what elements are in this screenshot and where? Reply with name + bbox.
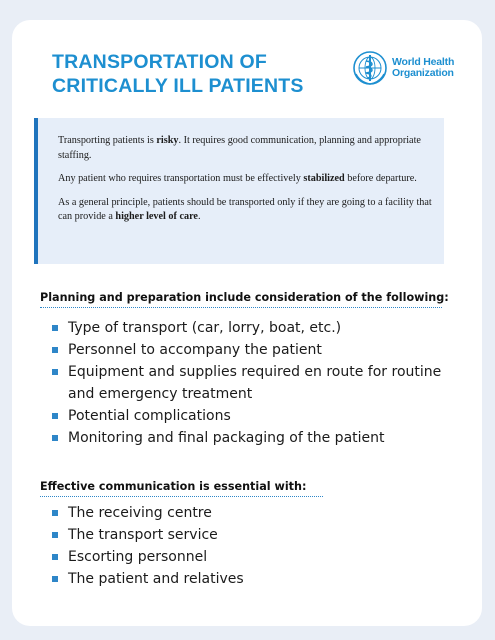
planning-heading: Planning and preparation include consideration of the following: (40, 291, 442, 308)
bullet-square-icon (52, 435, 58, 441)
list-item (50, 361, 442, 405)
intro-p3-bold: higher level of care (115, 211, 198, 222)
list-item-text: Escorting personnel (68, 549, 208, 565)
list-item-text: Potential complications (68, 408, 231, 424)
bullet-square-icon (52, 325, 58, 331)
communication-heading: Effective communication is essential with: (40, 480, 323, 497)
intro-p2-bold: stabilized (303, 173, 345, 184)
intro-p2-text-end: before departure. (344, 173, 417, 184)
logo-line-2: Organization (392, 67, 454, 79)
list-item-text: Type of transport (car, lorry, boat, etc.) (68, 320, 342, 336)
bullet-square-icon (52, 576, 58, 582)
list-item-text: Monitoring and final packaging of the patient (68, 430, 385, 446)
list-item (50, 502, 430, 524)
page-title (52, 50, 304, 98)
list-item (50, 524, 430, 546)
who-logo (352, 48, 462, 88)
bullet-square-icon (52, 369, 58, 375)
bullet-square-icon (52, 532, 58, 538)
intro-paragraph-3 (58, 196, 434, 225)
intro-p1-text-end: . It requires good communication, planning and appropriate staffing. (58, 135, 421, 161)
communication-list (50, 502, 430, 590)
list-item-text: The patient and relatives (68, 571, 244, 587)
list-item (50, 405, 442, 427)
intro-paragraph-1 (58, 134, 434, 163)
title-line-1: TRANSPORTATION OF (52, 51, 267, 73)
bullet-square-icon (52, 413, 58, 419)
list-item (50, 427, 442, 449)
intro-callout (34, 118, 444, 264)
intro-p2-text: Any patient who requires transportation must be effectively (58, 173, 304, 184)
list-item-text: Equipment and supplies required en route for routine and emergency treatment (68, 364, 442, 402)
list-item-text: The transport service (68, 527, 218, 543)
bullet-square-icon (52, 347, 58, 353)
list-item (50, 568, 430, 590)
list-item-text: The receiving centre (68, 505, 212, 521)
bullet-square-icon (52, 510, 58, 516)
logo-line-1: World Health (392, 56, 455, 68)
intro-p1-text: Transporting patients is (58, 135, 157, 146)
title-line-2: CRITICALLY ILL PATIENTS (52, 75, 304, 97)
intro-p3-text-end: . (197, 211, 201, 222)
planning-list (50, 317, 442, 449)
bullet-square-icon (52, 554, 58, 560)
who-logo-text (392, 57, 454, 79)
list-item-text: Personnel to accompany the patient (68, 342, 322, 358)
intro-paragraph-2 (58, 172, 434, 187)
list-item (50, 339, 442, 361)
list-item (50, 546, 430, 568)
list-item (50, 317, 442, 339)
intro-p3-text: As a general principle, patients should be transported only if they are going to a facility that can provide a (58, 196, 432, 222)
who-emblem-icon (352, 50, 388, 86)
intro-p1-bold: risky (156, 135, 179, 146)
